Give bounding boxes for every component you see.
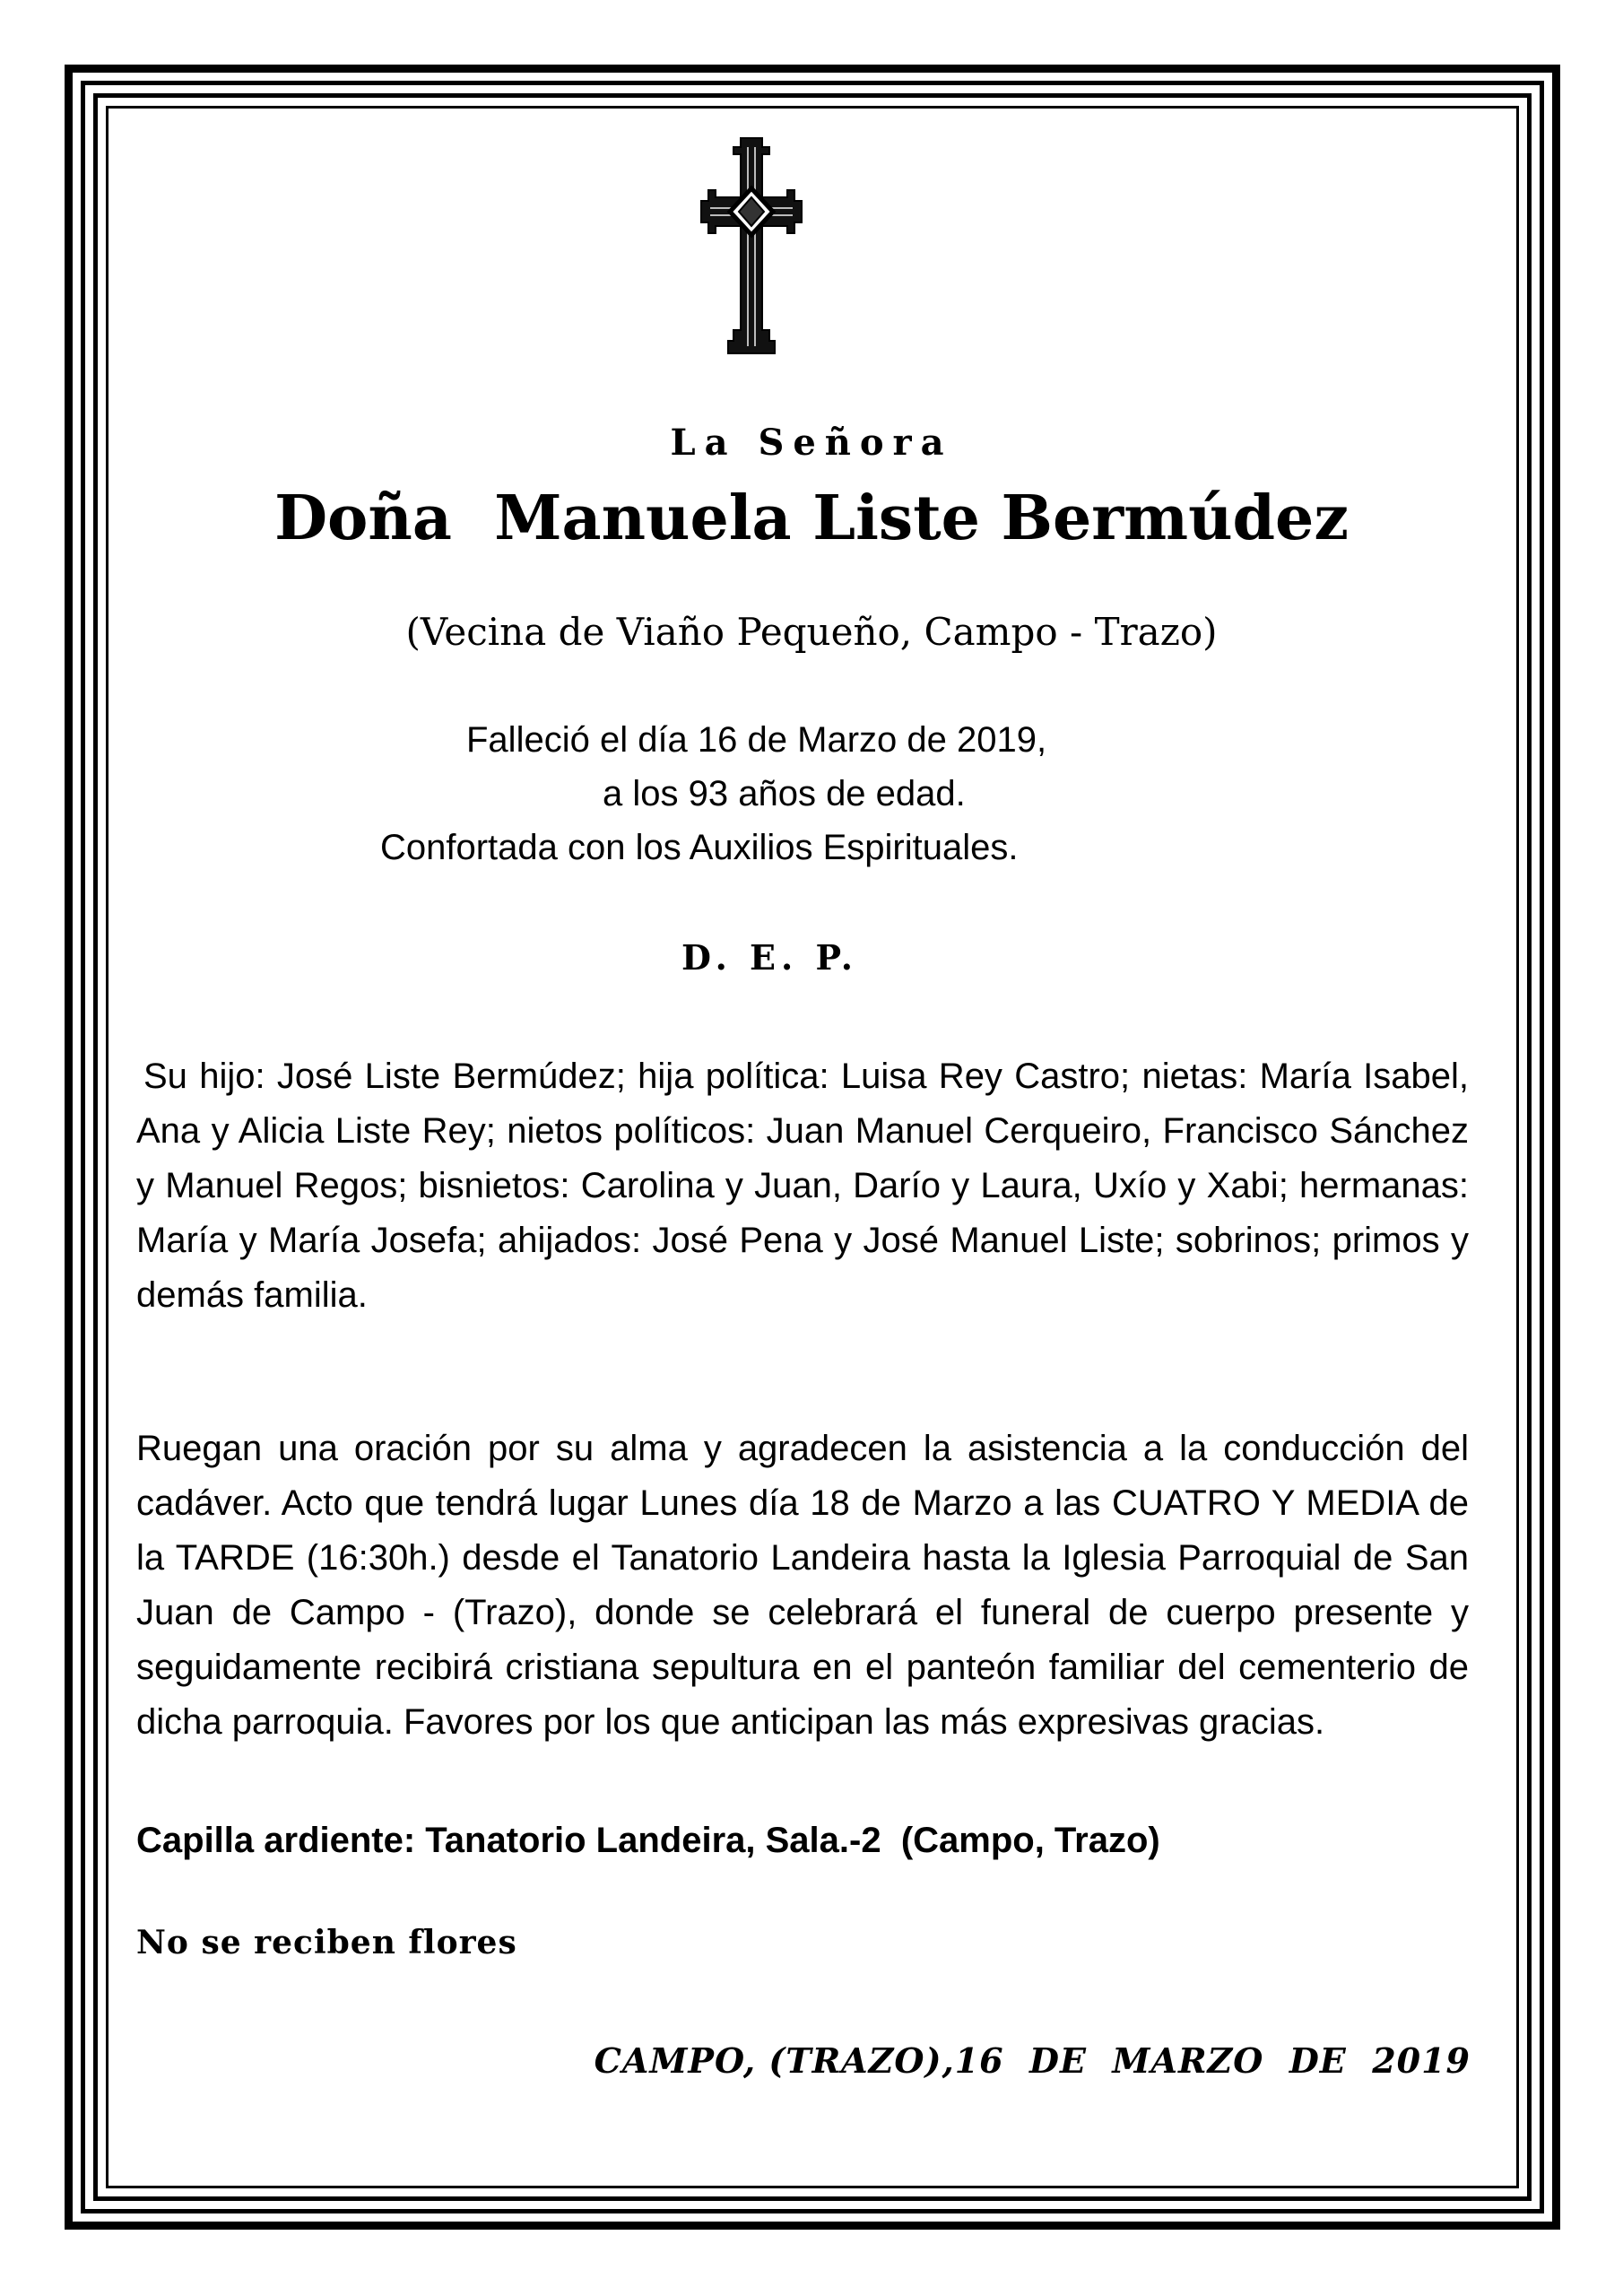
chapel-info: Capilla ardiente: Tanatorio Landeira, Sala.-2 (Campo, Trazo) bbox=[136, 1821, 1160, 1860]
sacraments-line: Confortada con los Auxilios Espirituales. bbox=[380, 828, 1019, 867]
place-date: CAMPO, (TRAZO),16 DE MARZO DE 2019 bbox=[594, 2040, 1471, 2081]
cross-icon bbox=[698, 135, 805, 359]
residence: (Vecina de Viaño Pequeño, Campo - Trazo) bbox=[405, 610, 1218, 654]
title-prefix: La Señora bbox=[670, 422, 953, 464]
age-line: a los 93 años de edad. bbox=[603, 774, 966, 813]
death-date-line: Falleció el día 16 de Marzo de 2019, bbox=[466, 720, 1047, 760]
death-notice bbox=[341, 713, 1282, 874]
family-paragraph: Su hijo: José Liste Bermúdez; hija política: Luisa Rey Castro; nietas: María Isabel, Ana y Alicia Liste Rey; nietos políticos: Juan Manuel Cerqueiro, Francisco Sánchez y Manuel Regos; bisnietos: Carolina y Juan, Darío y Laura, Uxío y Xabi; hermanas: María y María Josefa; ahijados: José Pena y José Manuel Liste; sobrinos; primos y demás familia. bbox=[136, 1057, 1469, 1315]
flowers-note: No se reciben flores bbox=[136, 1924, 517, 1961]
ceremony-paragraph: Ruegan una oración por su alma y agradecen la asistencia a la conducción del cadáver. Acto que tendrá lugar Lunes día 18 de Marzo a las CUATRO Y MEDIA de la TARDE (16:30h.) desde el Tanatorio Landeira hasta la Iglesia Parroquial de San Juan de Campo - (Trazo), donde se celebrará el funeral de cuerpo presente y seguidamente recibirá cristiana sepultura en el panteón familiar del cementerio de dicha parroquia. Favores por los que anticipan las más expresivas gracias. bbox=[136, 1429, 1469, 1742]
dep-text: D. E. P. bbox=[681, 937, 858, 978]
deceased-name: Doña Manuela Liste Bermúdez bbox=[274, 483, 1349, 554]
